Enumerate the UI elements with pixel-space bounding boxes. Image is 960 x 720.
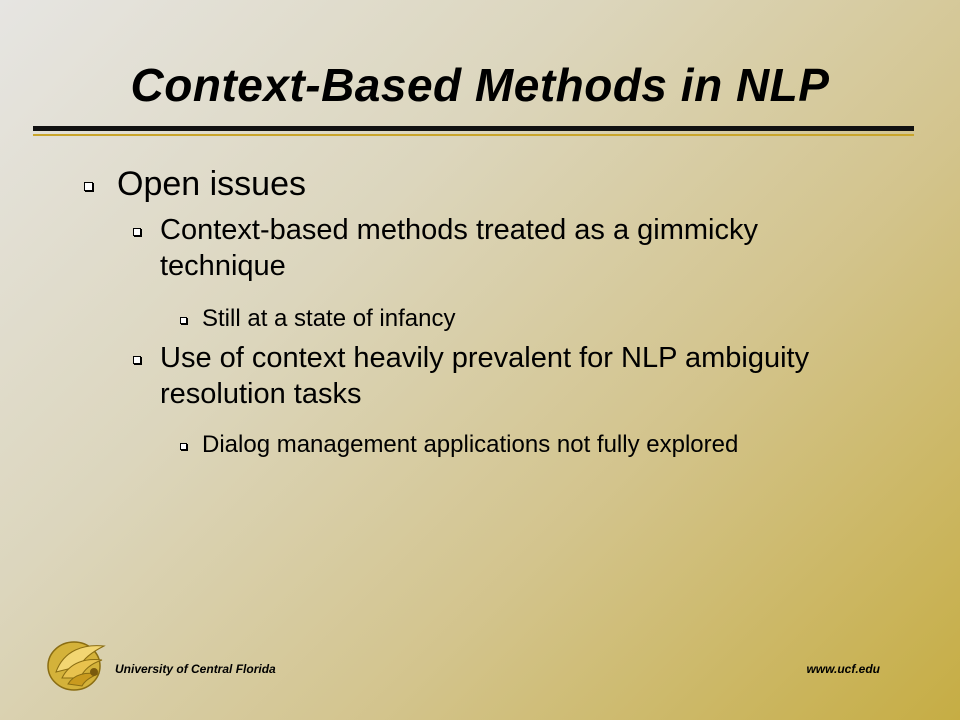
bullet-level2	[160, 212, 860, 285]
title-divider	[33, 126, 914, 131]
bullet-level3	[202, 304, 842, 334]
bullet-level3	[202, 430, 842, 460]
bullet-text: Use of context heavily prevalent for NLP ambiguity resolution tasks	[160, 342, 810, 411]
slide-title: Context-Based Methods in NLP	[130, 59, 830, 111]
square-bullet-icon	[133, 228, 141, 236]
footer-organization: University of Central Florida	[115, 662, 276, 676]
square-bullet-icon	[84, 182, 93, 191]
footer-url: www.ucf.edu	[806, 662, 880, 676]
bullet-text: Still at a state of infancy	[202, 305, 456, 332]
bullet-text: Context-based methods treated as a gimmicky technique	[160, 214, 758, 283]
square-bullet-icon	[133, 356, 141, 364]
square-bullet-icon	[180, 443, 187, 450]
ucf-pegasus-logo-icon	[44, 632, 112, 692]
bullet-text: Dialog management applications not fully explored	[202, 431, 739, 458]
title-divider-accent	[33, 134, 914, 136]
bullet-level2	[160, 340, 860, 413]
bullet-level1	[117, 163, 306, 206]
bullet-text: Open issues	[117, 165, 306, 203]
square-bullet-icon	[180, 317, 187, 324]
